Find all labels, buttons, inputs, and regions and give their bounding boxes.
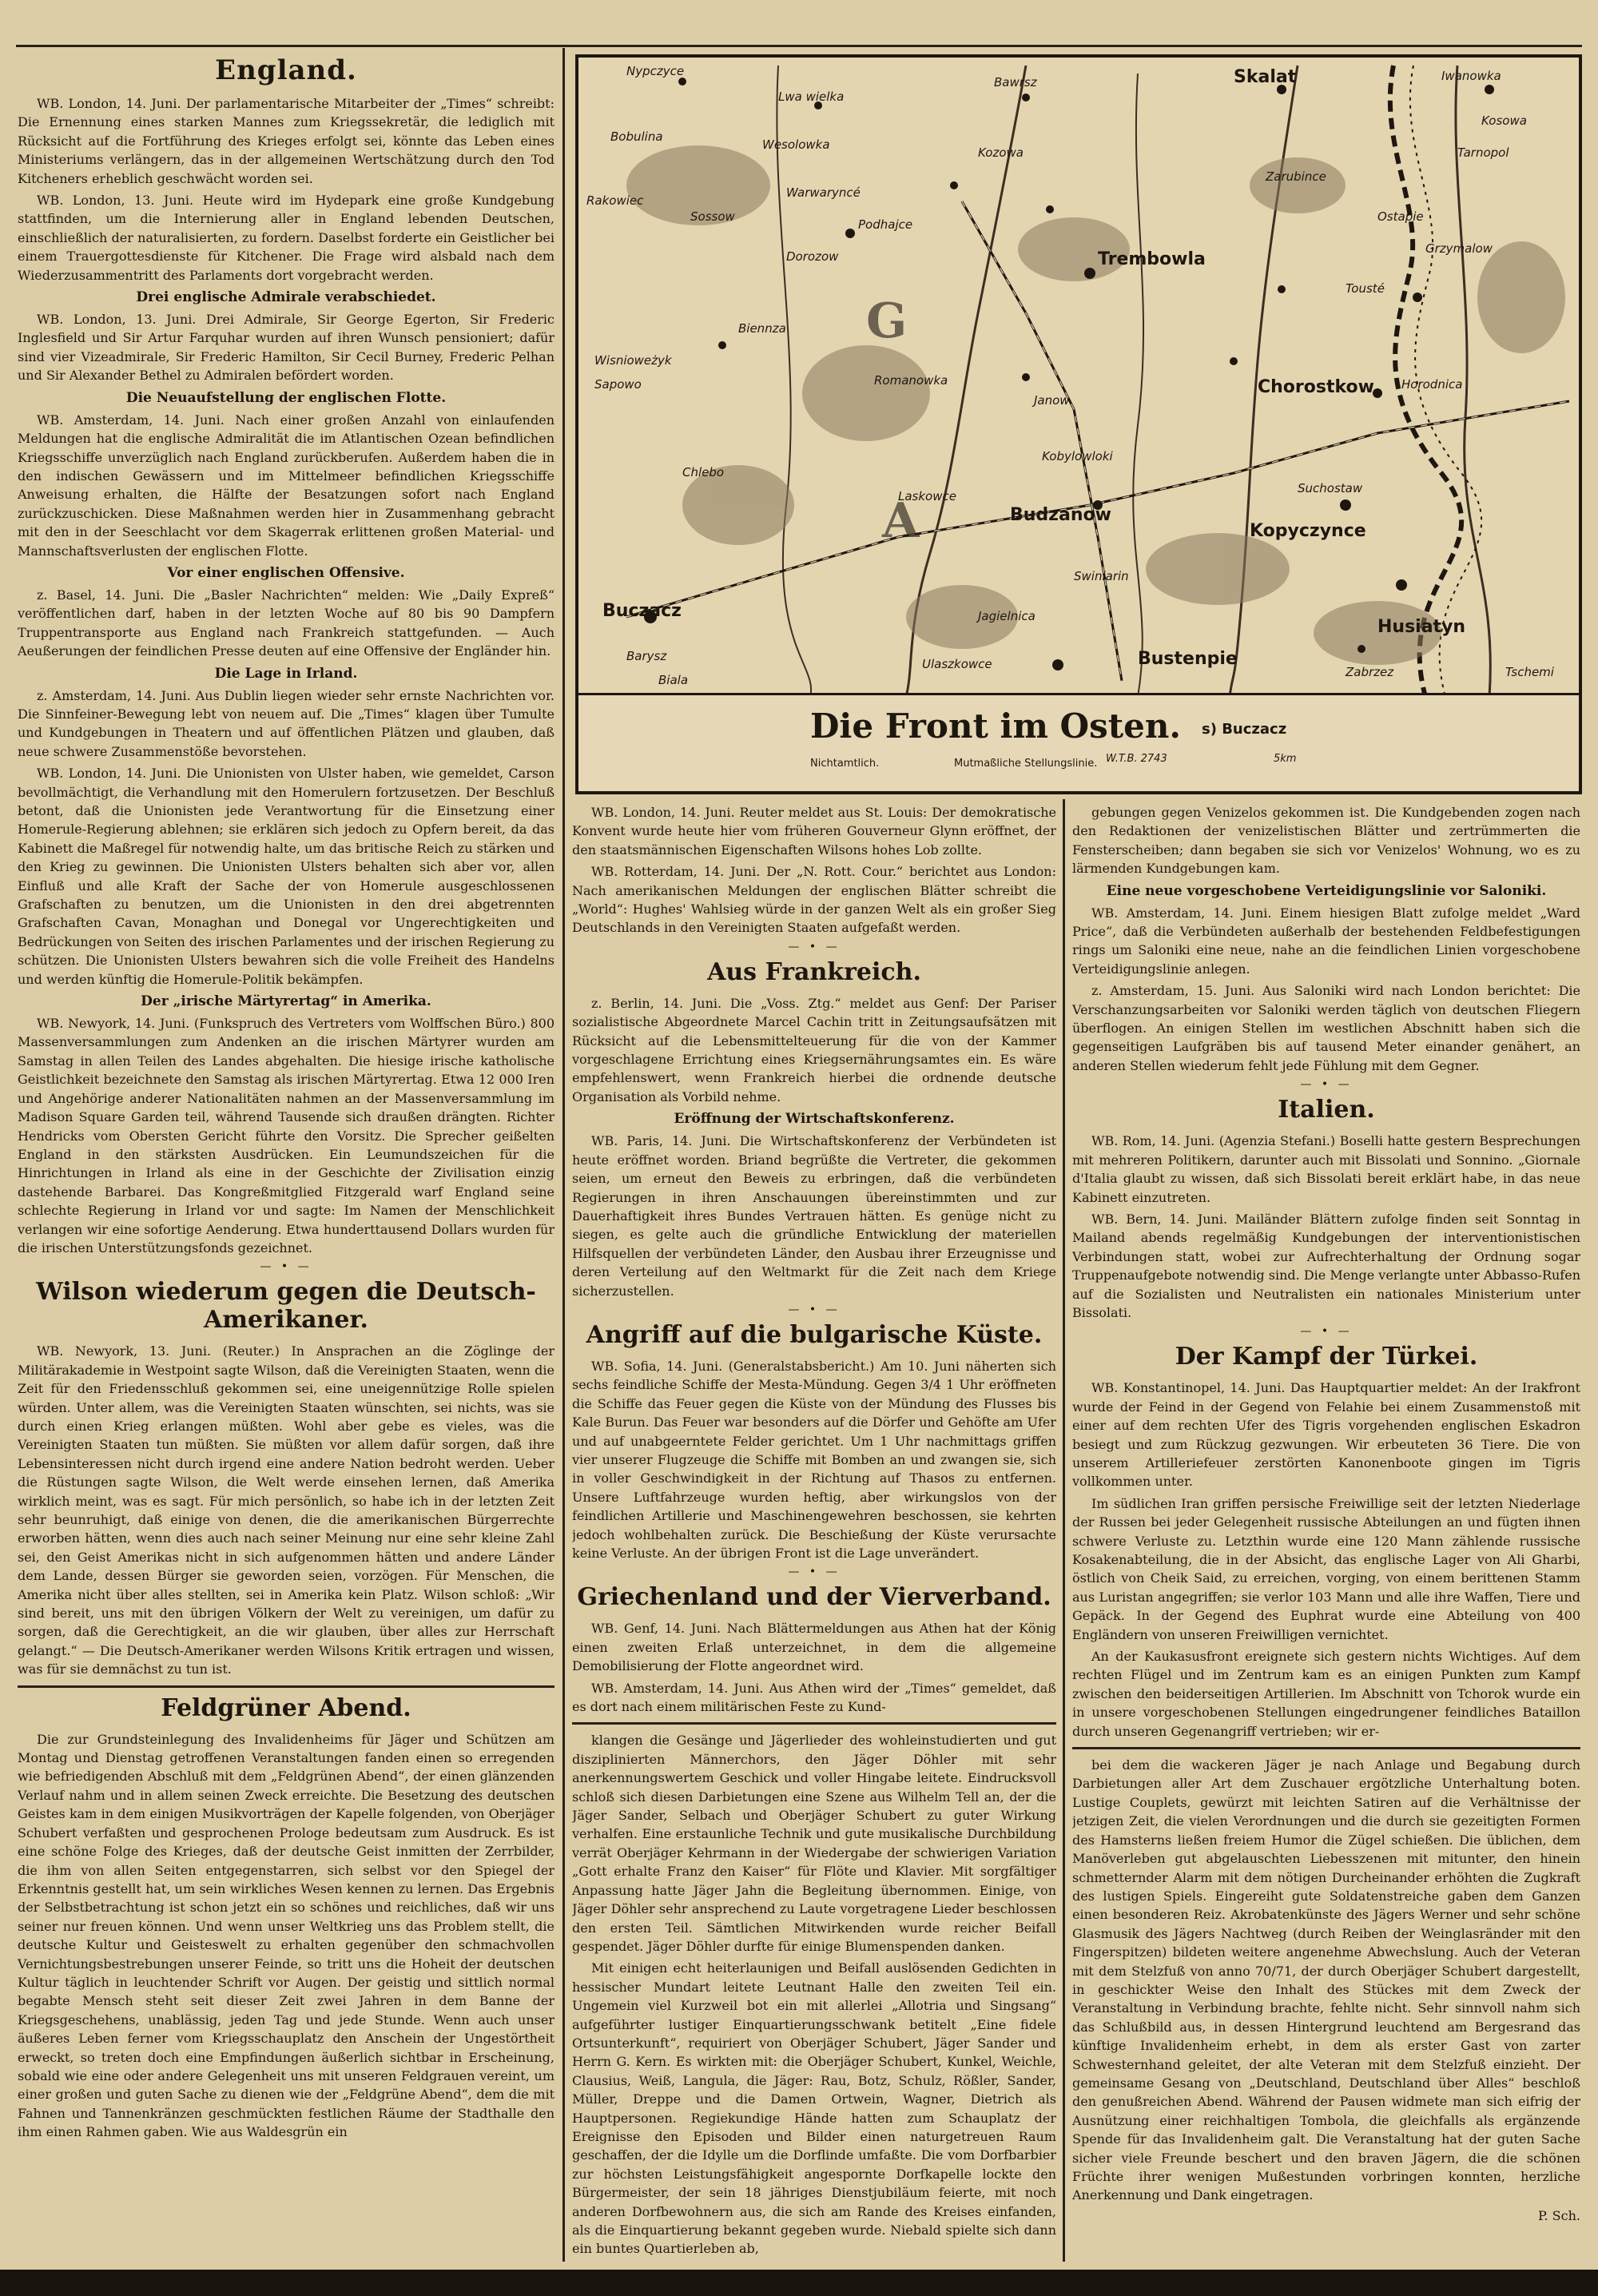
map-label: Bawrsz [994,75,1037,90]
wilson-title: Wilson wiederum gegen die Deutsch-Amerikaner. [36,1278,536,1335]
legend-front-line: Mutmaßliche Stellungslinie. [954,758,1098,770]
article-paragraph: WB. Genf, 14. Juni. Nach Blättermeldungen aus Athen hat der König einen zweiten Erlaß unterzeichnet, in dem die allgemeine Demobilisierung der Flotte angeordnet wird. [572,1621,1056,1674]
front-map [575,54,1582,794]
bulgarien-title: Angriff auf die bulgarische Küste. [586,1320,1043,1349]
griechenland-title: Griechenland und der Vierverband. [577,1583,1051,1612]
separator: — • — [260,1260,312,1274]
map-credit: W.T.B. 2743 [1106,753,1167,765]
map-label: Trembowla [1098,249,1206,269]
article-paragraph: WB. London, 14. Juni. Der parlamentarische Mitarbeiter der „Times“ schreibt: Die Ernennung eines starken Mannes zum Kriegssekretär, die lediglich mit Rücksicht auf die Fortführung des Krieges erfolgt sei, könnte das Leben eines Ministeriums verlängern, das in der allgemeinen Wertschätzung durch den Tod Kitcheners erheblich geschwächt worden sei. [18,96,555,186]
map-label: Husiatyn [1377,617,1466,637]
svg-text:A: A [882,493,920,549]
feldgrau-title: Feldgrüner Abend. [161,1693,411,1722]
article-paragraph: WB. Newyork, 14. Juni. (Funkspruch des Vertreters vom Wolffschen Büro.) 800 Massenversammlungen zum Andenken an die irischen Märtyrer wurden am Samstag in allen Teilen des Landes abgehalten. Die hiesige irische katholische Geistlichkeit bezeichnete den Samstag als irischen Märtyrertag. Etwa 12 000 Iren und Angehörige anderer Nationalitäten nahmen an der Massenversammlung im Madison Square Garden teil, während Tausende sich draußen drängten. Richter Hendricks vom Obersten Gericht führte den Vorsitz. Die Sprecher geißelten England in den stärksten Ausdrücken. Ein Leumundszeichen für die Hinrichtungen in Irland als eine in der Geschichte der Zivilisation einzig dastehende Barbarei. Das Kongreßmitglied Fitzgerald warf England seine schlechte Regierung in Irland vor und sagte: Im Namen der Menschlichkeit verlangen wir eine sofortige Aenderung. Etwa hunderttausend Dollars wurden für die irischen Unterstützungsfonds gezeichnet. [18,1016,555,1255]
article-paragraph: WB. Rotterdam, 14. Juni. Der „N. Rott. Cour.“ berichtet aus London: Nach amerikanischen Meldungen der englischen Blätter schreibt die „World“: Hughes' Wahlsieg würde in der ganzen Welt als ein großer Sieg Deutschlands in den Vereinigten Staaten aufgefaßt werden. [572,864,1056,936]
legend-unofficial: Nichtamtlich. [810,758,880,770]
england-title: England. [215,54,357,86]
map-label: Iwanowka [1441,69,1501,83]
map-label: Tarnopol [1457,145,1509,160]
column-rule-right [1063,799,1065,2262]
separator: — • — [1300,1078,1353,1092]
map-title: Die Front im Osten. [810,706,1182,746]
map-label: Grzymalow [1425,241,1493,256]
article-paragraph: Mit einigen echt heiterlaunigen und Beifall auslösenden Gedichten in hessischer Mundart leitete Leutnant Halle den zweiten Teil ein. Ungemein viel Kurzweil bot ein mit allerlei „Allotria und Singsang“ aufgeführter lustiger Einquartierungsschwank betitelt „Eine fidele Ortsunterkunft“, requiriert von Oberjäger Schubert, Jäger Sander und Herrn G. Kern. Es wirkten mit: die Oberjäger Schubert, Kunkel, Weichle, Clausius, Weiß, Langula, die Jäger: Rau, Botz, Schulz, Rößler, Sander, Müller, Dreppe und die Damen Ortwein, Wagner, Dietrich als Hauptpersonen. Regiekundige Hände hatten zum Schauplatz der Ereignisse den Episoden und Bilder einen naturgetreuen Raum geschaffen, der die Idylle um die Dorflinde umfaßte. Die vom Dorfbarbier zur höchsten Leistungsfähigkeit angespornte Dorfkapelle lockte den Bürgermeister, der sein 18 jähriges Dienstjubiläum feierte, mit noch anderen Dorfbewohnern aus, die sich am Rande des Kreises einfanden, als die Einquartierung bekannt gegeben wurde. Niebald spielte sich dann ein buntes Quartierleben ab, [572,1960,1056,2257]
article-paragraph: gebungen gegen Venizelos gekommen ist. Die Kundgebenden zogen nach den Redaktionen der venizelistischen Blätter und zertrümmerten die Fensterscheiben; dann begaben sie sich vor Venizelos' Wohnung, wo es zu lärmenden Kundgebungen kam. [1072,805,1580,877]
map-label: Rakowiec [586,193,644,208]
map-legend [578,693,1579,791]
map-label: Dorozow [786,249,839,264]
article-paragraph: z. Basel, 14. Juni. Die „Basler Nachrichten“ melden: Wie „Daily Expreß“ veröffentlichen darf, haben in der letzten Woche auf 80 bis 90 Dampfern Truppentransporte aus England nach Frankreich stattgefunden. — Auch Aeußerungen der feindlichen Presse deuten auf eine Offensive der Engländer hin. [18,587,555,659]
map-location: s) Buczacz [1202,721,1287,738]
subheading: Der „irische Märtyrertag“ in Amerika. [141,993,431,1010]
map-label: Tschemi [1505,665,1554,679]
separator: — • — [788,1303,841,1316]
map-label: Swiniarin [1074,569,1129,583]
subheading: Eröffnung der Wirtschaftskonferenz. [674,1111,955,1128]
map-label: Podhajce [858,217,913,232]
subheading: Vor einer englischen Offensive. [167,564,405,581]
svg-text:G: G [866,293,908,349]
map-label: Lwa wielka [778,90,845,104]
article-paragraph: Die zur Grundsteinlegung des Invalidenheims für Jäger und Schützen am Montag und Dienstag getroffenen Veranstaltungen fanden einen so erregenden wie befriedigenden Abschluß mit dem „Feldgrünen Abend“, der einen glänzenden Verlauf nahm und in allem seinen Zweck erreichte. Die Besetzung des deutschen Geistes kam in dem einigen Musikvorträgen der Kapelle folgenden, von Oberjäger Schubert verfaßten und gesprochenen Prologe bedeutsam zum Ausdruck. Es ist eine schöne Folge des Krieges, daß der deutsche Geist inmitten der Zerrbilder, die ihm von allen Seiten entgegenstarren, sich selbst vor den Spiegel der Erkenntnis gestellt hat, um sein wirkliches Wesen kennen zu lernen. Das Ergebnis der Selbstbetrachtung ist schon jetzt ein so schönes und reichliches, daß wir uns seiner nur freuen können. Und wenn unser Weltkrieg uns das Problem stellt, die deutsche Kultur und Geisteswelt zu erhalten gegenüber den schmachvollen Vernichtungsbestrebungen unserer Feinde, so tritt uns die Hoheit der deutschen Kultur täglich in leuchtender Schrift vor Augen. Der geistig und sittlich normal begabte Mensch steht seit dieser Zeit zwei Jahren in dem Banne der Kriegsgeschehens, unablässig, jeden Tag und jede Stunde. Wenn auch unser äußeres Leben ferner vom Kriegsschauplatz den Anschein der Ungestörtheit erweckt, so treten doch eine Empfindungen äußerlich sichtbar in Erscheinung, sobald wie eine oder andere Gelegenheit uns mit unseren Feldgrauen vereint, um einer großen und guten Sache zu dienen wie der „Feldgrüne Abend“, dem die mit Fahnen und Tannenkränzen geschmückten festlichen Räume der Stadthalle den ihm einen Rahmen gaben. Wie aus Waldesgrün ein [18,1731,555,2140]
map-label: Sossow [690,209,735,224]
map-label: Ostapie [1377,209,1424,224]
section-rule [1072,1747,1580,1749]
map-label: Chlebo [682,465,725,479]
article-paragraph: klangen die Gesänge und Jägerlieder des wohleinstudierten und gut disziplinierten Männerchors, den Jäger Döhler mit sehr anerkennungswertem Geschick und voller Hingabe leitete. Eindrucksvoll schloß sich diesen Darbietungen eine Szene aus Wilhelm Tell an, der die Jäger Sander, Selbach und Oberjäger Schubert zu guter Wirkung verhalfen. Eine erstaunliche Technik und gute musikalische Durchbildung verrät Oberjäger Kehrmann in der Wiedergabe der schwierigen Variation „Gott erhalte Franz den Kaiser“ für Flöte und Klavier. Mit sorgfältiger Anpassung hatte Jäger Jahn die Begleitung übernommen. Einige, von Jäger Döhler sehr ansprechend zu Laute vorgetragene Lieder beschlossen den ersten Teil. Sämtlichen Mitwirkenden wurde reicher Beifall gespendet. Jäger Döhler durfte für einige Blumenspenden danken. [572,1733,1056,1954]
separator: — • — [788,1566,841,1579]
article-paragraph: WB. London, 13. Juni. Heute wird im Hydepark eine große Kundgebung stattfinden, um die Internierung aller in England lebenden Deutschen, einschließlich der naturalisierten, zu fordern. Daselbst forderte ein Geistlicher bei einem Trauergottesdienste für Kitchener. Die Frage wird alsbald nach dem Wiederzusammentritt des Parlaments dort vorgebracht werden. [18,193,555,283]
article-paragraph: WB. Amsterdam, 14. Juni. Einem hiesigen Blatt zufolge meldet „Ward Price“, daß die Verbündeten außerhalb der bestehenden Feldbefestigungen rings um Saloniki eine neue, nahe an die feindlichen Linien vorgeschobene Verteidigungslinie anlegen. [1072,905,1580,977]
subheading: Die Lage in Irland. [214,665,358,682]
separator: — • — [788,940,841,953]
article-paragraph: WB. Sofia, 14. Juni. (Generalstabsbericht.) Am 10. Juni näherten sich sechs feindliche Schiffe der Mesta-Mündung. Gegen 3/4 1 Uhr eröffneten die Schiffe das Feuer gegen die Küste von der Mündung des Flusses bis Kale Burun. Das Feuer war besonders auf die Dörfer und Gehöfte am Ufer und auf unabgeerntete Felder gerichtet. Um 1 Uhr nachmittags griffen vier unserer Flugzeuge die Schiffe mit Bomben an und zwangen sie, sich in voller Geschwindigkeit in der Richtung auf Thasos zu entfernen. Unsere Luftfahrzeuge wurden heftig, aber wirkungslos von der feindlichen Artillerie und Maschinengewehren beschossen, sie kehrten jedoch wohlbehalten zurück. Die Beschießung der Küste verursachte keine Verluste. An der übrigen Front ist die Lage unverändert. [572,1358,1056,1561]
article-paragraph: WB. London, 13. Juni. Drei Admirale, Sir George Egerton, Sir Frederic Inglesfield und Sir Artur Farquhar wurden auf ihren Wunsch pensioniert; dafür sind vier Vizeadmirale, Sir Frederic Hamilton, Sir Cecil Burney, Frederic Pelhan und Sir Alexander Bethel zu Admiralen befördert worden. [18,312,555,384]
map-label: Kozowa [978,145,1024,160]
italien-title: Italien. [1278,1096,1375,1124]
map-label: Zabrzez [1346,665,1394,679]
map-label: Barysz [626,649,667,663]
map-label: Wisnioweżyk [594,353,672,368]
top-rule [16,45,1582,47]
map-label: Biala [658,673,689,687]
map-label: Zarubince [1266,169,1326,184]
article-paragraph: WB. Amsterdam, 14. Juni. Nach einer großen Anzahl von einlaufenden Meldungen hat die englische Admiralität die im Atlantischen Ozean befindlichen Kriegsschiffe unverzüglich nach England zurückberufen. Außerdem haben die in den indischen Gewässern und im Mittelmeer befindlichen Kriegsschiffe Anweisung erhalten, die Hälfte der Besatzungen sofort nach England zurückzuschicken. Diese Maßnahmen werden hier in Zusammenhang gebracht mit den in der Seeschlacht vor dem Skagerrak erlittenen großen Material- und Mannschaftsverlusten der englischen Flotte. [18,412,555,559]
map-label: Skalat [1234,67,1297,87]
map-label: Nypczyce [626,64,685,78]
section-rule [572,1722,1056,1725]
article-paragraph: bei dem die wackeren Jäger je nach Anlage und Begabung durch Darbietungen aller Art dem Zuschauer ergötzliche Unterhaltung boten. Lustige Couplets, gewürzt mit leichten Satiren auf die Verhältnisse der jetzigen Zeit, die vielen Verordnungen und die durch sie gezeitigten Formen des Hamsterns ließen freiem Humor die Zügel schießen. Die üblichen, dem Manöverleben gut abgelauschten Liebesszenen mit mitunter, den hinein schmetternder Alarm mit dem nötigen Durcheinander erhöhten die Zugkraft des lustigen Spiels. Eingereiht gute Soldatenstreiche gaben dem Ganzen einen besonderen Reiz. Akrobatenkünste des Jägers Werner und sehr schöne Glasmusik des Jägers Nachtweg (durch Reiben der Weinglasränder mit den Fingerspitzen) bildeten weitere angenehme Abwechslung. Auch der Veteran mit dem Stelzfuß von anno 70/71, der durch Oberjäger Schubert dargestellt, in geschickter Weise den Inhalt des Stückes mit dem Zweck der Veranstaltung in Verbindung brachte, fehlte nicht. Sehr sinnvoll nahm sich das Schlußbild aus, in dessen Hintergrund leuchtend am Bergesrand das künftige Invalidenheim erhebt, in dem als erster Gast von zarter Schwesternhand geleitet, der alte Veteran mit dem Stelzfuß einzieht. Der gemeinsame Gesang von „Deutschland, Deutschland über Alles“ beschloß den genußreichen Abend. Während der Pausen widmete man sich eifrig der Ausnützung einer reichhaltigen Tombola, die gleichfalls als ergänzende Spende für das Invalidenheim galt. Die Veranstaltung hat der guten Sache sicher viele Freunde beschert und den braven Jägern, die die schönen Früchte ihrer wenigen Mußestunden vorbringen konnten, herzliche Anerkennung und Dank eingetragen. [1072,1757,1580,2203]
article-paragraph: z. Berlin, 14. Juni. Die „Voss. Ztg.“ meldet aus Genf: Der Pariser sozialistische Abgeordnete Marcel Cachin tritt in Zeitungsaufsätzen mit Rücksicht auf die Lebensmittelteuerung für die von der Kammer vorgeschlagene Errichtung eines Kriegsernährungsamtes ein. Es wäre empfehlenswert, wenn Frankreich hierbei die ordnende deutsche Organisation als Vorbild nehme. [572,995,1056,1104]
column-1 [18,50,555,2266]
separator: — • — [1300,1325,1353,1339]
author-signature: P. Sch. [1537,2207,1580,2223]
map-label: Kosowa [1481,113,1527,128]
column-2 [572,803,1056,2264]
tuerkei-title: Der Kampf der Türkei. [1175,1343,1478,1371]
map-label: Bustenpie [1138,649,1238,669]
article-paragraph: An der Kaukasusfront ereignete sich gestern nichts Wichtiges. Auf dem rechten Flügel und im Zentrum kam es an einigen Punkten zum Kampf zwischen den beiderseitigen Artillerien. Im Abschnitt von Tchorok wurde ein in unsere vorgeschobenen Stellungen eingedrungener feindliches Bataillon durch unseren Gegenangriff vertrieben; wir er- [1072,1649,1580,1739]
map-label: Jagielnica [978,609,1036,623]
article-paragraph: WB. Rom, 14. Juni. (Agenzia Stefani.) Boselli hatte gestern Besprechungen mit mehreren Politikern, darunter auch mit Bissolati und Sonnino. „Giornale d'Italia glaubt zu wissen, daß sich Bissolati bereit erklärt habe, in das neue Kabinett einzutreten. [1072,1133,1580,1205]
article-paragraph: WB. Paris, 14. Juni. Die Wirtschaftskonferenz der Verbündeten ist heute eröffnet worden. Briand begrüßte die Vertreter, die gekommen seien, um erneut den Beweis zu erbringen, daß die verbündeten Regierungen in ihren Anschauungen übereinstimmten und zur Dauerhaftigkeit ihres Bundes Vertrauen hätten. Es genüge nicht zu siegen, es gelte auch die gründliche Entwicklung der materiellen Hilfsquellen der verbündeten Länder, den Ausbau ihrer Erzeugnisse und deren Verteilung auf den Weltmarkt für die Zeit nach dem Kriege sicherzustellen. [572,1133,1056,1299]
article-paragraph: WB. Newyork, 13. Juni. (Reuter.) In Ansprachen an die Zöglinge der Militärakademie in Westpoint sagte Wilson, daß die Vereinigten Staaten, wenn die Zeit für den Friedensschluß gekommen sei, eine uneigennützige Rolle spielen würden. Unter allem, was die Vereinigten Staaten wünschten, sei nichts, was sie durch einen Krieg erlangen müßten. Wohl aber gebe es vieles, was die Vereinigten Staaten tun müßten. Sie müßten vor allem dafür sorgen, daß ihre Lebensinteressen nicht durch irgend eine andere Nation bedroht werden. Ueber die Rüstungen sagte Wilson, die Welt werde einsehen lernen, daß Amerika wirklich meint, was es sagt. Für mich persönlich, so habe ich in der letzten Zeit sehr beunruhigt, daß einige von denen, die die amerikanischen Bürgerrechte erworben hätten, wenn dies auch nach seiner Meinung nur eine sehr kleine Zahl sei, den Geist Amerikas nicht in sich aufgenommen hätten und andere Länder dem Lande, dessen Bürger sie geworden seien, vorzögen. Für Menschen, die Amerika nicht über alles stellten, sei in Amerika kein Platz. Wilson schloß: „Wir sind bereit, uns mit den übrigen Völkern der Welt zu vereinigen, um dafür zu sorgen, daß die Gerechtigkeit, an die wir glauben, über alles zur Herrschaft gelangt.“ — Die Deutsch-Amerikaner werden Wilsons Kritik ertragen und wissen, was für sie demnächst zu tun ist. [18,1343,555,1677]
section-rule [18,1685,555,1688]
map-label: Kobylowloki [1042,449,1113,464]
map-label: Janow [1034,393,1070,408]
map-label: Biennza [738,321,786,336]
map-label: Horodnica [1401,377,1463,392]
article-paragraph: z. Amsterdam, 15. Juni. Aus Saloniki wird nach London berichtet: Die Verschanzungsarbeiten vor Saloniki werden täglich von deutschen Fliegern überflogen. An einigen Stellen im westlichen Abschnitt haben sich die gegenseitigen Laufgräben bis auf tausend Meter einander genähert, an anderen Stellen wiederum fehlt jede Fühlung mit dem Gegner. [1072,983,1580,1073]
article-paragraph: WB. Konstantinopel, 14. Juni. Das Hauptquartier meldet: An der Irakfront wurde der Feind in der Gegend von Felahie bei einem Zusammenstoß mit einer auf dem rechten Ufer des Tigris vorgehenden englischen Eskadron besiegt und zum Rückzug gezwungen. Wir erbeuteten 36 Tiere. Die von unserem Artilleriefeuer zerstörten Kanonenboote gingen im Tigris vollkommen unter. [1072,1380,1580,1490]
article-paragraph: WB. London, 14. Juni. Die Unionisten von Ulster haben, wie gemeldet, Carson bevollmächtigt, die Verhandlung mit den Homerulern fortzusetzen. Der Beschluß betont, daß die Unionisten jede Verantwortung für die Einsetzung einer Homerule-Regierung ablehnen; sie erklären sich jedoch zu Opfern bereit, da das Kabinett die Maßregel für notwendig halte, um das britische Reich zu stärken und den Krieg zu gewinnen. Die Unionisten Ulsters behalten sich aber vor, allen Einfluß und alle Kraft der Sache der von Homerule ausgeschlossenen Grafschaften zu benutzen, um die Unionisten in den drei abgetrennten Grafschaften Cavan, Monaghan und Donegal vor Ungerechtigkeiten und Bedrückungen von Seiten des irischen Parlamentes und der irischen Regierung zu schützen. Die Unionisten Ulsters bewahren sich die volle Freiheit des Handelns und werden künftig die Homerule-Politik bekämpfen. [18,766,555,987]
article-paragraph: Im südlichen Iran griffen persische Freiwillige seit der letzten Niederlage der Russen bei jeder Gelegenheit russische Abteilungen an und fügten ihnen schwere Verluste zu. Letzthin wurde eine 120 Mann zählende russische Kosakenabteilung, die in der Absicht, das englische Lager von Ali Gharbi, östlich von Cheik Said, zu erreichen, vorging, von einem berittenen Stamm aus Luristan angegriffen; sie verlor 103 Mann und alle ihre Waffen, Tiere und Gepäck. In der Gegend des Euphrat wurde eine Abteilung von 400 Engländern von unseren Freiwilligen vernichtet. [1072,1495,1580,1642]
subheading: Eine neue vorgeschobene Verteidigungslinie vor Saloniki. [1106,882,1547,899]
map-label: Bobulina [610,129,663,144]
map-scale: 5km [1274,753,1297,765]
map-label: Laskowce [898,489,956,503]
subheading: Die Neuaufstellung der englischen Flotte. [125,389,447,406]
map-label: Tousté [1346,281,1385,296]
map-label: Suchostaw [1298,481,1363,495]
article-paragraph: WB. London, 14. Juni. Reuter meldet aus St. Louis: Der demokratische Konvent wurde heute hier vom früheren Gouverneur Glynn eröffnet, der den staatsmännischen Eigenschaften Wilsons hohes Lob zollte. [572,805,1056,858]
map-label: Budzanow [1010,505,1111,525]
map-label: Wesolowka [762,137,830,152]
article-paragraph: z. Amsterdam, 14. Juni. Aus Dublin liegen wieder sehr ernste Nachrichten vor. Die Sinnfeiner-Bewegung lebt von neuem auf. Die „Times“ klagen über Tumulte und Kundgebungen in Theatern und auf öffentlichen Plätzen und glauben, daß neue schwere Zusammenstöße bevorstehen. [18,687,555,759]
frankreich-title: Aus Frankreich. [707,957,921,986]
article-paragraph: WB. Amsterdam, 14. Juni. Aus Athen wird der „Times“ gemeldet, daß es dort nach einem militärischen Feste zu Kund- [572,1680,1056,1715]
map-label: Chorostkow [1258,377,1374,397]
map-label: Buczacz [602,601,682,621]
column-3 [1072,803,1580,2264]
subheading: Drei englische Admirale verabschiedet. [136,289,436,306]
map-label: Warwaryncé [786,185,861,200]
map-label: Kopyczynce [1250,521,1366,541]
article-paragraph: WB. Bern, 14. Juni. Mailänder Blättern zufolge finden seit Sonntag in Mailand abends regelmäßig Kundgebungen der interventionistischen Verbindungen statt, wobei zur Aufrechterhaltung der Ordnung sogar Truppenaufgebote notwendig sind. Die Menge verlangte unter Abbasso-Rufen auf die Sozialisten und Neutralisten ein nationales Ministerium unter Bissolati. [1072,1211,1580,1320]
map-label: Sapowo [594,377,642,392]
map-label: Romanowka [874,373,948,388]
map-label: Ulaszkowce [922,657,992,671]
column-rule-left [562,48,565,2262]
page-bottom-edge [0,2270,1598,2296]
